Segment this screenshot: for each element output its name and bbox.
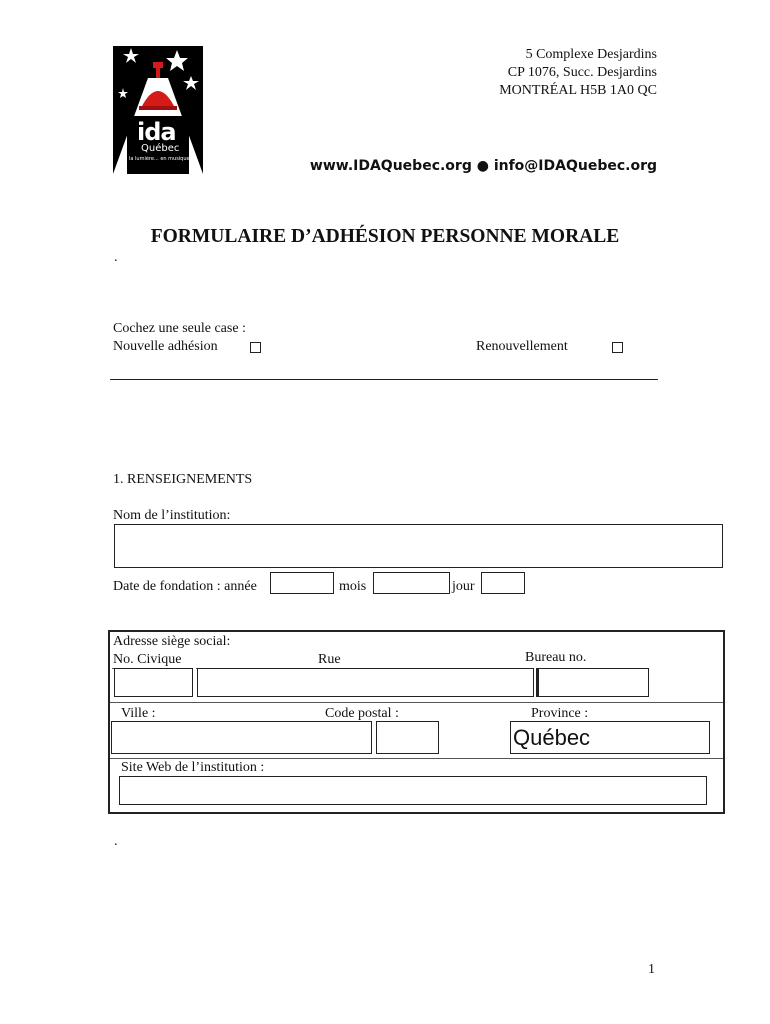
logo-tagline: la lumière... en musique (129, 156, 190, 162)
institution-label: Nom de l’institution: (113, 508, 231, 523)
province-value: Québec (513, 725, 591, 750)
city-field[interactable] (111, 721, 372, 754)
postal-field[interactable] (376, 721, 439, 754)
logo-brand: ida (137, 118, 176, 146)
address-line: 5 Complexe Desjardins (525, 47, 657, 62)
page-title: FORMULAIRE D’ADHÉSION PERSONNE MORALE (150, 226, 620, 247)
province-label: Province : (531, 706, 589, 721)
address-line: MONTRÉAL H5B 1A0 QC (499, 83, 657, 98)
address-block (499, 46, 657, 100)
address-section-title: Adresse siège social: (113, 634, 231, 649)
option-new-label: Nouvelle adhésion (113, 339, 218, 354)
date-year-label: Date de fondation : année (113, 579, 257, 594)
check-instruction: Cochez une seule case : (113, 321, 246, 336)
street-label: Rue (318, 652, 341, 667)
page-number: 1 (648, 962, 655, 977)
date-day-label: jour (452, 579, 475, 594)
ida-quebec-logo-icon (113, 46, 203, 174)
date-month-label: mois (339, 579, 367, 594)
street-field[interactable] (197, 668, 534, 697)
dot-mark: . (114, 250, 118, 265)
website-field[interactable] (119, 776, 707, 805)
date-month-field[interactable] (373, 572, 450, 594)
section-title: 1. RENSEIGNEMENTS (113, 472, 253, 487)
date-day-field[interactable] (481, 572, 525, 594)
date-year-field[interactable] (270, 572, 334, 594)
option-renew-label: Renouvellement (476, 339, 568, 354)
civic-label: No. Civique (113, 652, 182, 667)
address-line: CP 1076, Succ. Desjardins (507, 65, 657, 80)
web-contact-line: www.IDAQuebec.org ● info@IDAQuebec.org (309, 158, 657, 174)
divider (110, 379, 658, 380)
row-divider (110, 758, 723, 759)
logo-region: Québec (141, 143, 180, 154)
row-divider (110, 702, 723, 703)
dot-mark: . (114, 834, 118, 849)
option-new-checkbox[interactable] (250, 342, 261, 353)
office-label: Bureau no. (525, 650, 587, 665)
option-renew-checkbox[interactable] (612, 342, 623, 353)
office-field[interactable] (536, 668, 649, 697)
institution-field[interactable] (114, 524, 723, 568)
website-label: Site Web de l’institution : (121, 760, 265, 775)
province-field[interactable] (510, 721, 710, 754)
civic-field[interactable] (114, 668, 193, 697)
postal-label: Code postal : (325, 706, 399, 721)
city-label: Ville : (121, 706, 156, 721)
